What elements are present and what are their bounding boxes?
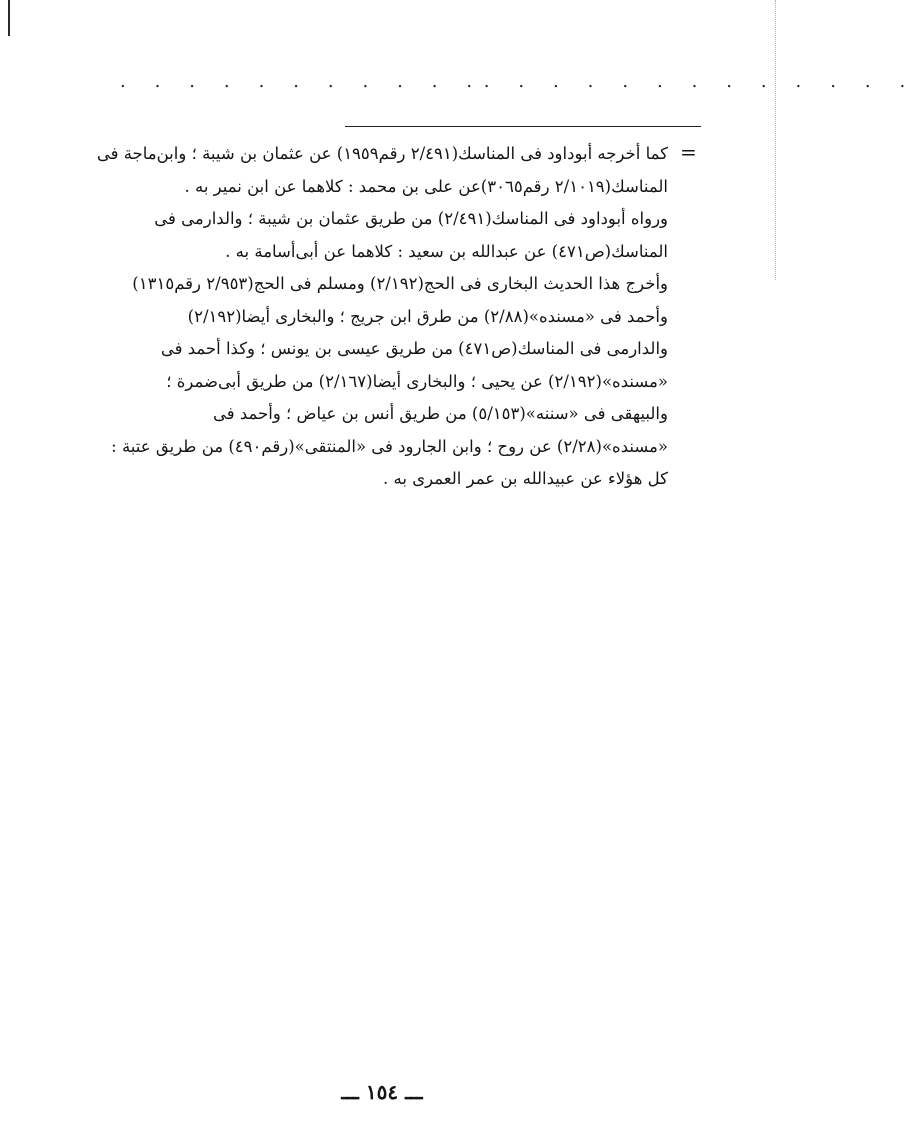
footnote-line: المناسك(٢/١٠١٩ رقم٣٠٦٥)عن على بن محمد : كلاهما عن ابن نمير به . [184, 176, 668, 196]
footnote-line: كما أخرجه أبوداود فى المناسك(٢/٤٩١ رقم١٩٥٩) عن عثمان بن شيبة ؛ وابن‌ماجة فى [96, 144, 668, 163]
footnote-separator-rule [345, 126, 701, 127]
scan-edge-left [8, 0, 10, 36]
page-number: ـــ ١٥٤ ـــ [341, 1080, 423, 1104]
footnote-line: ورواه أبوداود فى المناسك(٢/٤٩١) من طريق عثمان بن شيبة ؛ والدارمى فى [154, 209, 668, 228]
scan-edge-right [774, 0, 776, 280]
footnote-line: «مسنده»(٢/١٩٢) عن يحيى ؛ والبخارى أيضا(٢/١٦٧) من طريق أبى‌ضمرة ؛ [166, 371, 668, 391]
footnote-line: والبيهقى فى «سننه»(٥/١٥٣) من طريق أنس بن عياض ؛ وأحمد فى [212, 404, 668, 423]
footnote-line: وأحمد فى «مسنده»(٢/٨٨) من طرق ابن جريج ؛ والبخارى أيضا(٢/١٩٢) [187, 306, 668, 326]
footnote-line: «مسنده»(٢/٢٨) عن روح ؛ وابن الجارود فى «المنتقى»(رقم٤٩٠) من طريق عتبة : [111, 436, 668, 456]
footnote-line: وأخرج هذا الحديث البخارى فى الحج(٢/١٩٢) ومسلم فى الحج(٢/٩٥٣ رقم١٣١٥) [132, 274, 668, 293]
footnote-text [84, 138, 668, 496]
footnote-marker: = [680, 140, 697, 164]
footnote-line: المناسك(ص٤٧١) عن عبدالله بن سعيد : كلاهما عن أبى‌أسامة به . [225, 241, 668, 261]
footnote-line: كل هؤلاء عن عبيدالله بن عمر العمرى به . [383, 469, 668, 488]
continuation-dots: . . . . . . . . . . .. . . . . . . . . . . . . [120, 71, 917, 92]
footnote-line: والدارمى فى المناسك(ص٤٧١) من طريق عيسى بن يونس ؛ وكذا أحمد فى [160, 339, 668, 358]
